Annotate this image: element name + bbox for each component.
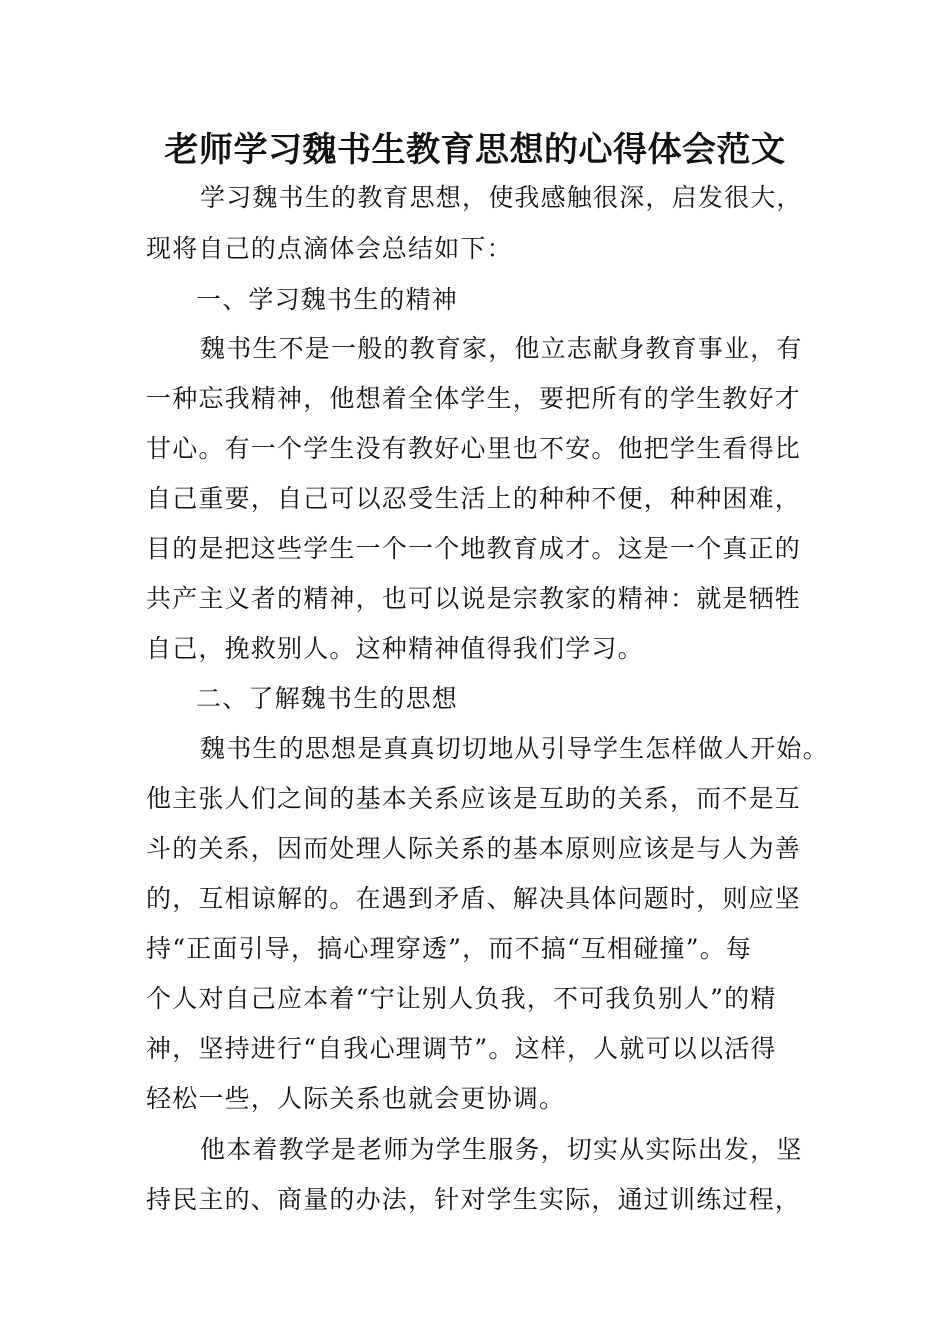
paragraph-line: 个人对自己应本着“宁让别人负我，不可我负别人”的精 xyxy=(146,984,777,1013)
paragraph-line: 甘心。有一个学生没有教好心里也不安。他把学生看得比 xyxy=(146,434,802,463)
paragraph-line: 的，互相谅解的。在遇到矛盾、解决具体问题时，则应坚 xyxy=(146,884,802,913)
paragraph-line: 他本着教学是老师为学生服务，切实从实际出发，坚 xyxy=(200,1135,803,1164)
paragraph-line: 共产主义者的精神，也可以说是宗教家的精神：就是牺牲 xyxy=(146,584,802,613)
paragraph-line: 自己，挽救别人。这种精神值得我们学习。 xyxy=(146,634,644,663)
paragraph-line: 自己重要，自己可以忍受生活上的种种不便，种种困难， xyxy=(146,484,802,513)
paragraph-line: 他主张人们之间的基本关系应该是互助的关系，而不是互 xyxy=(146,784,802,813)
paragraph-line: 一种忘我精神，他想着全体学生，要把所有的学生教好才 xyxy=(146,384,802,413)
paragraph-line: 魏书生不是一般的教育家，他立志献身教育事业，有 xyxy=(200,334,803,363)
paragraph-line: 目的是把这些学生一个一个地教育成才。这是一个真正的 xyxy=(146,534,802,563)
paragraph-line: 持“正面引导，搞心理穿透”，而不搞“互相碰撞”。每 xyxy=(146,934,753,963)
paragraph-line: 学习魏书生的教育思想，使我感触很深，启发很大， xyxy=(200,183,803,212)
paragraph-line: 轻松一些，人际关系也就会更协调。 xyxy=(146,1084,566,1113)
document-title: 老师学习魏书生教育思想的心得体会范文 xyxy=(164,130,786,170)
section-heading: 一、学习魏书生的精神 xyxy=(196,285,459,314)
section-heading: 二、了解魏书生的思想 xyxy=(196,684,459,713)
paragraph-line: 现将自己的点滴体会总结如下： xyxy=(146,234,513,263)
paragraph-line: 斗的关系，因而处理人际关系的基本原则应该是与人为善 xyxy=(146,834,802,863)
paragraph-line: 魏书生的思想是真真切切地从引导学生怎样做人开始。 xyxy=(200,734,829,763)
paragraph-line: 神，坚持进行“自我心理调节”。这样，人就可以以活得 xyxy=(146,1034,777,1063)
paragraph-line: 持民主的、商量的办法，针对学生实际，通过训练过程， xyxy=(146,1185,802,1214)
